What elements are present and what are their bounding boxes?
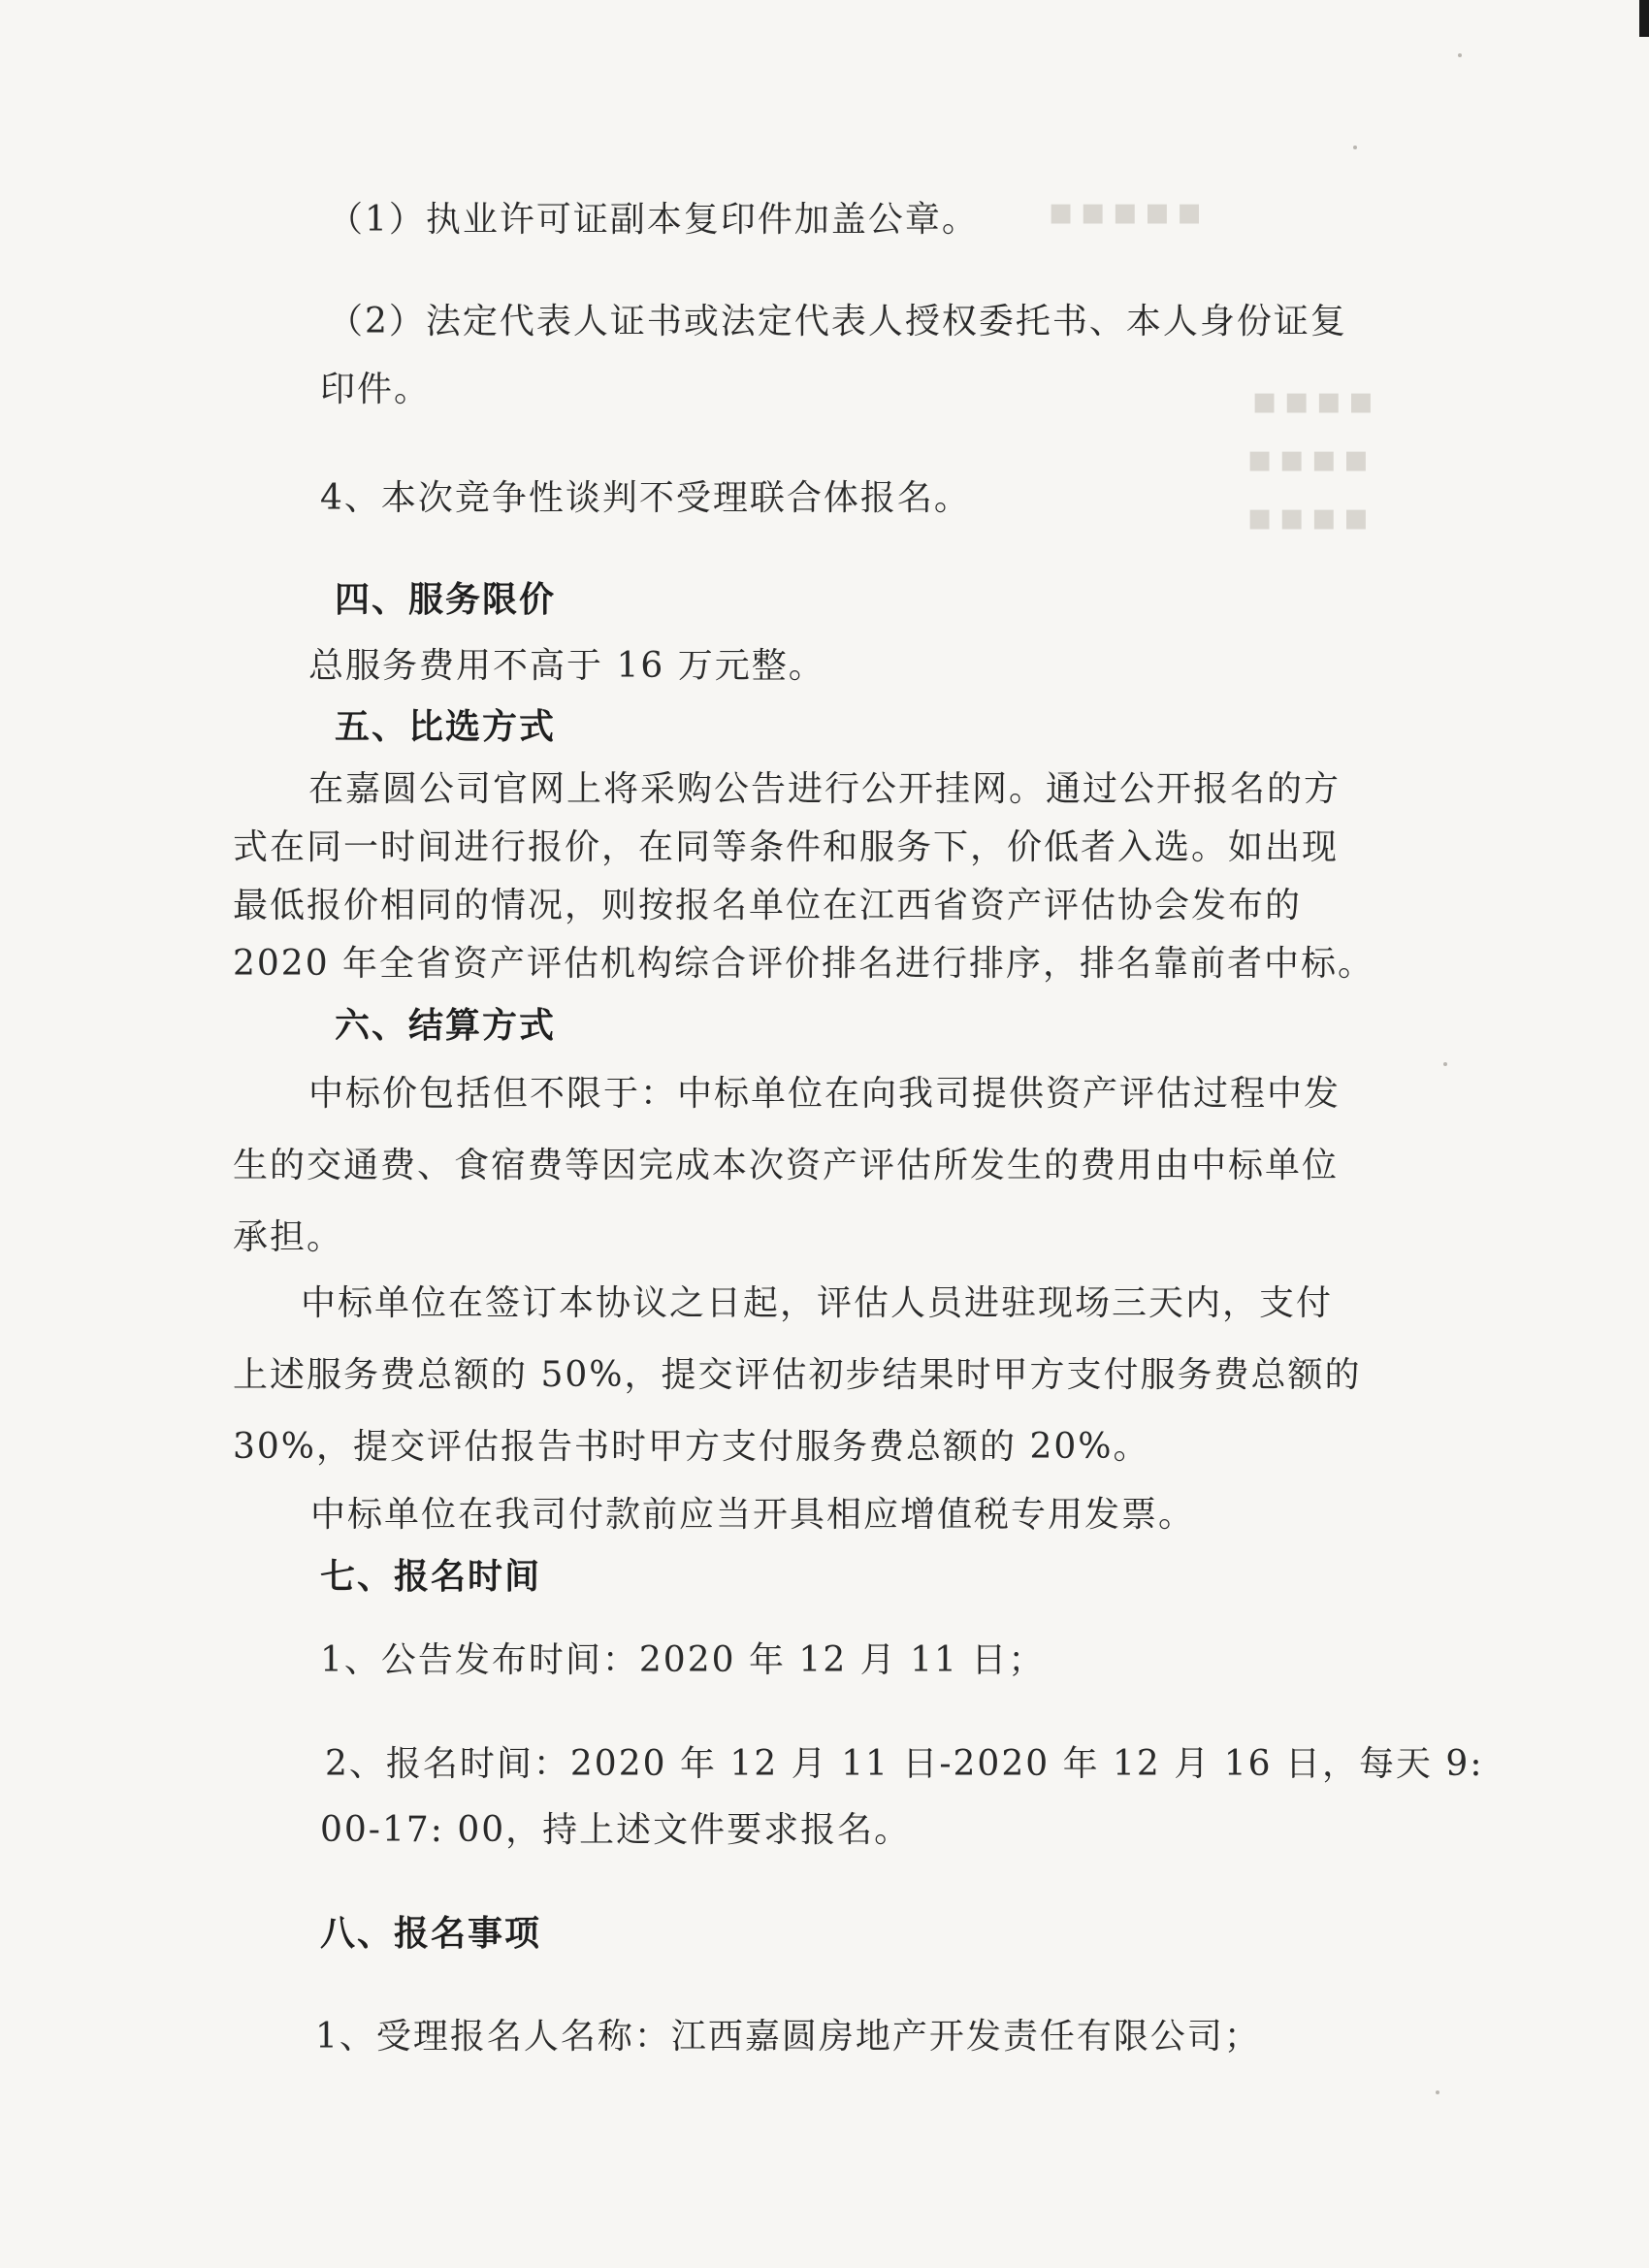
paragraph-line: 最低报价相同的情况，则按报名单位在江西省资产评估协会发布的 <box>233 886 1303 925</box>
service-price-text: 总服务费用不高于 16 万元整。 <box>308 646 825 686</box>
section-heading-registration-matters: 八、报名事项 <box>320 1914 542 1954</box>
registration-acceptor: 1、受理报名人名称：江西嘉圆房地产开发责任有限公司； <box>315 2017 1261 2057</box>
bleed-through-mark: ▪▪▪▪ <box>1246 495 1375 539</box>
registration-period: 2、报名时间：2020 年 12 月 11 日-2020 年 12 月 16 日，每天 9: <box>325 1744 1484 1784</box>
qualification-item-2-cont: 印件。 <box>320 370 432 409</box>
paragraph-line: 中标单位在签订本协议之日起，评估人员进驻现场三天内，支付 <box>301 1283 1334 1323</box>
bleed-through-mark: ▪▪▪▪ <box>1251 378 1380 423</box>
section-heading-registration-time: 七、报名时间 <box>320 1557 542 1597</box>
scan-speck <box>1458 53 1462 57</box>
paragraph-line: 上述服务费总额的 50%，提交评估初步结果时甲方支付服务费总额的 <box>233 1355 1362 1395</box>
scan-speck <box>1443 1062 1447 1066</box>
paragraph-line: 生的交通费、食宿费等因完成本次资产评估所发生的费用由中标单位 <box>233 1146 1340 1185</box>
section-heading-service-price: 四、服务限价 <box>335 580 557 620</box>
qualification-item-2: （2）法定代表人证书或法定代表人授权委托书、本人身份证复 <box>328 302 1347 341</box>
scan-speck <box>1353 146 1357 149</box>
section-heading-selection-method: 五、比选方式 <box>335 707 557 747</box>
paragraph-line: 式在同一时间进行报价，在同等条件和服务下，价低者入选。如出现 <box>233 827 1340 867</box>
paragraph-line: 中标单位在我司付款前应当开具相应增值税专用发票。 <box>310 1495 1196 1535</box>
bleed-through-mark: ▪▪▪▪▪ <box>1048 189 1209 234</box>
item-4-no-consortium: 4、本次竞争性谈判不受理联合体报名。 <box>320 478 971 518</box>
paragraph-line: 在嘉圆公司官网上将采购公告进行公开挂网。通过公开报名的方 <box>308 769 1342 809</box>
paragraph-line: 承担。 <box>233 1217 344 1257</box>
paragraph-line: 2020 年全省资产评估机构综合评价排名进行排序，排名靠前者中标。 <box>233 944 1375 984</box>
registration-period-cont: 00-17: 00，持上述文件要求报名。 <box>320 1810 912 1850</box>
paragraph-line: 中标价包括但不限于：中标单位在向我司提供资产评估过程中发 <box>308 1074 1342 1114</box>
qualification-item-1: （1）执业许可证副本复印件加盖公章。 <box>328 200 979 240</box>
paragraph-line: 30%，提交评估报告书时甲方支付服务费总额的 20%。 <box>233 1427 1150 1467</box>
section-heading-settlement-method: 六、结算方式 <box>335 1006 557 1046</box>
bleed-through-mark: ▪▪▪▪ <box>1246 437 1375 481</box>
scan-speck <box>1436 2090 1439 2094</box>
announcement-date: 1、公告发布时间：2020 年 12 月 11 日； <box>320 1640 1046 1680</box>
scan-edge-mark <box>1639 0 1649 37</box>
